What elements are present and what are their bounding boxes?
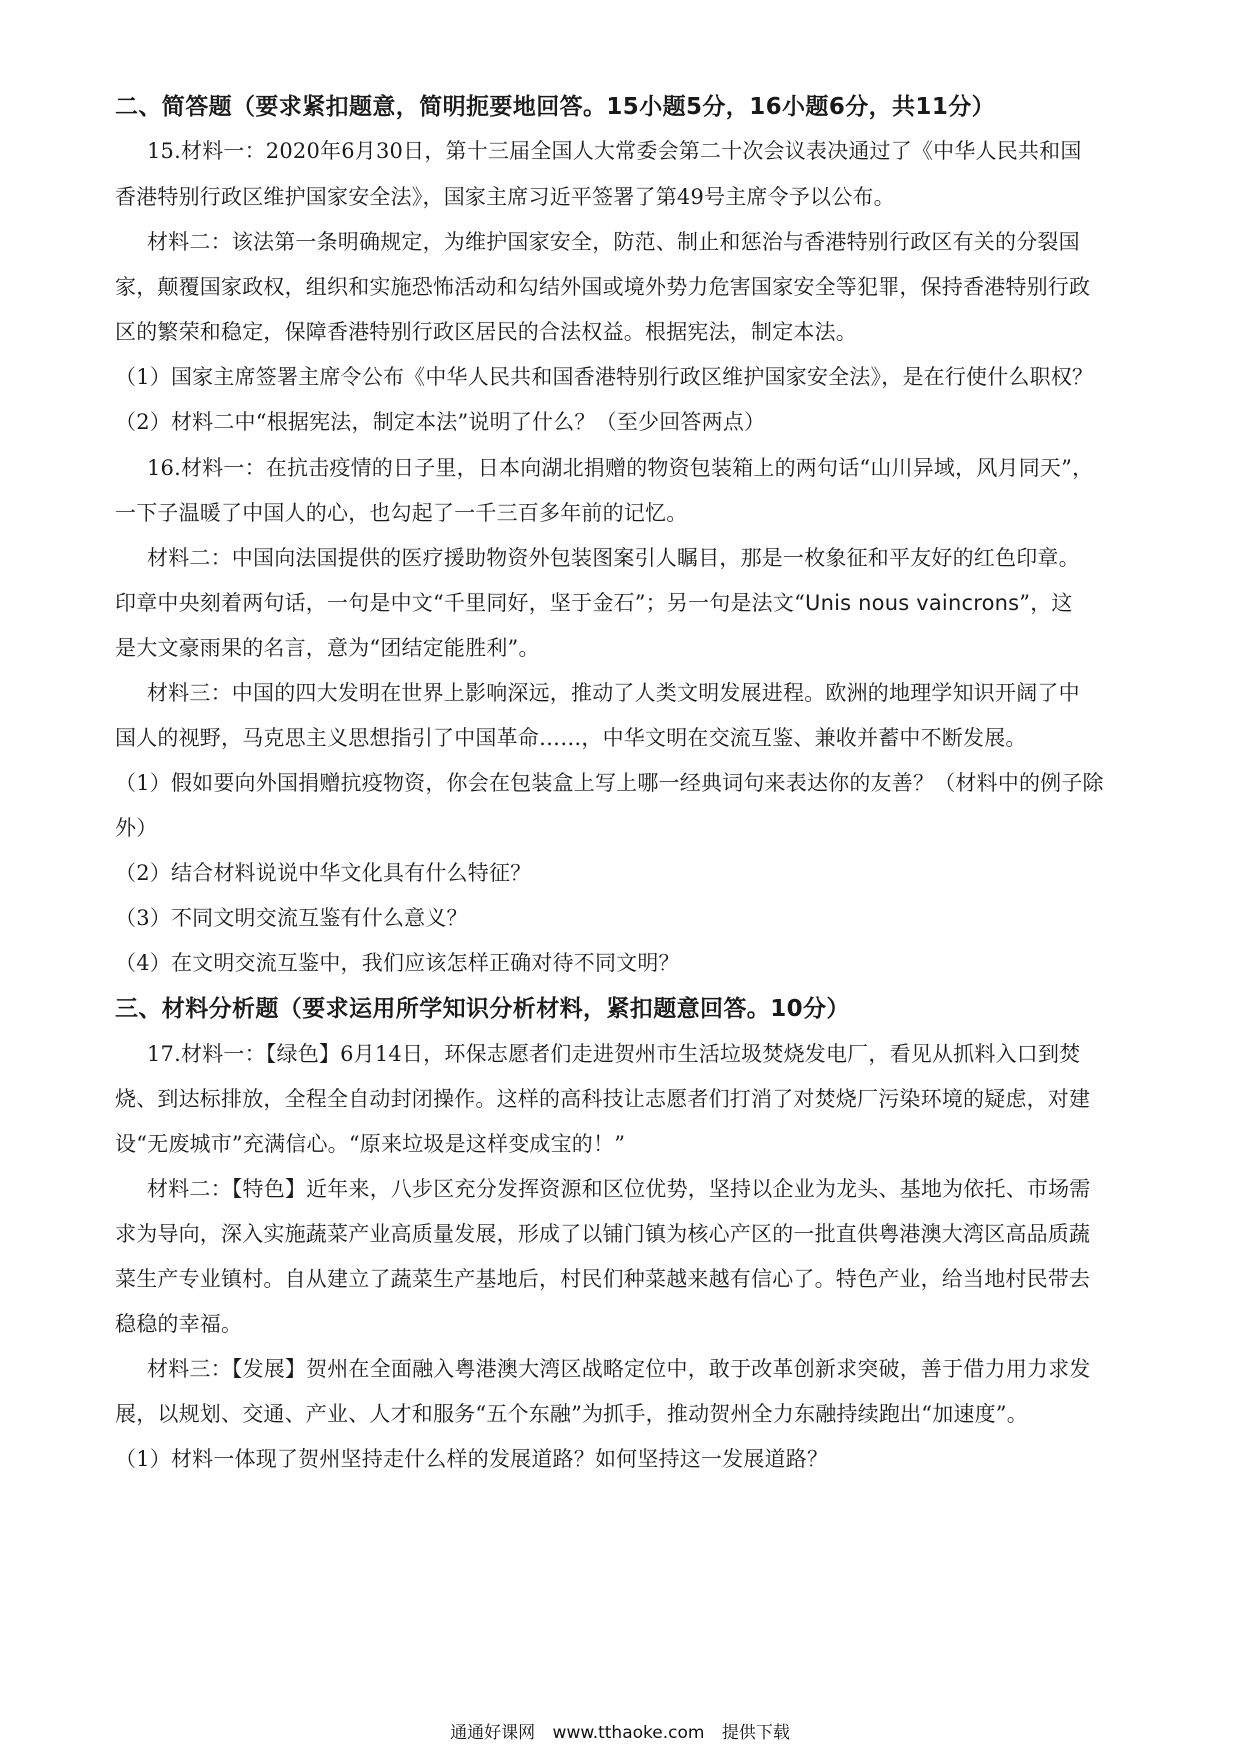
q17-material2-line4: 稳稳的幸福。 [115,1312,243,1336]
q16-material1-line1: 16.材料一：在抗击疫情的日子里，日本向湖北捐赠的物资包装箱上的两句话“山川异域，风月同天”， [147,456,1094,480]
section-heading-short-answer: 二、简答题（要求紧扣题意，简明扼要地回答。15小题5分，16小题6分，共11分） [115,94,996,120]
q17-material2-line2: 求为导向，深入实施蔬菜产业高质量发展，形成了以铺门镇为核心产区的一批直供粤港澳大湾区高品质蔬 [115,1222,1091,1246]
q16-subquestion-1-line1: （1）假如要向外国捐赠抗疫物资，你会在包装盒上写上哪一经典词句来表达你的友善？（材料中的例子除 [115,771,1104,795]
section-heading-material-analysis: 三、材料分析题（要求运用所学知识分析材料，紧扣题意回答。10分） [115,996,850,1022]
q16-subquestion-4: （4）在文明交流互鉴中，我们应该怎样正确对待不同文明？ [115,951,680,975]
footer-site-name: 通通好课网 [450,1723,536,1743]
q17-material1-line2: 烧、到达标排放，全程全自动封闭操作。这样的高科技让志愿者们打消了对焚烧厂污染环境的疑虑，对建 [115,1087,1091,1111]
q17-material3-line2: 展，以规划、交通、产业、人才和服务“五个东融”为抓手，推动贺州全力东融持续跑出“加速度”。 [115,1402,1028,1426]
q15-subquestion-1: （1）国家主席签署主席令公布《中华人民共和国香港特别行政区维护国家安全法》，是在行使什么职权？ [115,365,1094,389]
footer-suffix: 提供下载 [721,1723,790,1743]
q17-material3-line1: 材料三：【发展】贺州在全面融入粤港澳大湾区战略定位中，敢于改革创新求突破，善于借力用力求发 [147,1357,1091,1381]
q15-subquestion-2: （2）材料二中“根据宪法，制定本法”说明了什么？（至少回答两点） [115,410,766,434]
q16-material2-line2-part-c: ”，这 [1019,591,1073,615]
footer-url-link[interactable]: www.tthaoke.com [552,1723,705,1743]
q16-subquestion-2: （2）结合材料说说中华文化具有什么特征？ [115,861,532,885]
q15-material2-line2: 家，颠覆国家政权，组织和实施恐怖活动和勾结外国或境外势力危害国家安全等犯罪，保持香港特别行政 [115,275,1091,299]
q16-material2-line3: 是大文豪雨果的名言，意为“团结定能胜利”。 [115,636,540,660]
q17-material2-line3: 菜生产专业镇村。自从建立了蔬菜生产基地后，村民们种菜越来越有信心了。特色产业，给当地村民带去 [115,1267,1091,1291]
q17-subquestion-1: （1）材料一体现了贺州坚持走什么样的发展道路？如何坚持这一发展道路？ [115,1447,829,1471]
q16-subquestion-3: （3）不同文明交流互鉴有什么意义？ [115,906,468,930]
page-footer [0,1722,1240,1744]
q17-material1-line3: 设“无废城市”充满信心。“原来垃圾是这样变成宝的！” [115,1132,626,1156]
q15-material1-line2: 香港特别行政区维护国家安全法》，国家主席习近平签署了第49号主席令予以公布。 [115,185,895,209]
q15-material1-line1: 15.材料一：2020年6月30日，第十三届全国人大常委会第二十次会议表决通过了《中华人民共和国 [147,139,1082,163]
q15-material2-line3: 区的繁荣和稳定，保障香港特别行政区居民的合法权益。根据宪法，制定本法。 [115,320,857,344]
q15-material2-line1: 材料二：该法第一条明确规定，为维护国家安全，防范、制止和惩治与香港特别行政区有关的分裂国 [147,230,1080,254]
q16-subquestion-1-line2: 外） [115,816,158,840]
q16-material1-line2: 一下子温暖了中国人的心，也勾起了一千三百多年前的记忆。 [115,501,688,525]
q16-material2-line2 [115,588,1073,618]
q17-material2-line1: 材料二：【特色】近年来，八步区充分发挥资源和区位优势，坚持以企业为龙头、基地为依托、市场需 [147,1177,1091,1201]
q16-material3-line2: 国人的视野，马克思主义思想指引了中国革命……，中华文明在交流互鉴、兼收并蓄中不断发展。 [115,726,1027,750]
q16-material3-line1: 材料三：中国的四大发明在世界上影响深远，推动了人类文明发展进程。欧洲的地理学知识开阔了中 [147,681,1080,705]
q17-material1-line1: 17.材料一：【绿色】6月14日，环保志愿者们走进贺州市生活垃圾焚烧发电厂，看见从抓料入口到焚 [147,1042,1081,1066]
q16-material2-line1: 材料二：中国向法国提供的医疗援助物资外包装图案引人瞩目，那是一枚象征和平友好的红色印章。 [147,546,1080,570]
q16-material2-line2-part-a: 印章中央刻着两句话，一句是中文“千里同好，坚于金石”；另一句是法文“ [115,591,806,615]
q16-french-quote: Unis nous vaincrons [805,591,1020,615]
